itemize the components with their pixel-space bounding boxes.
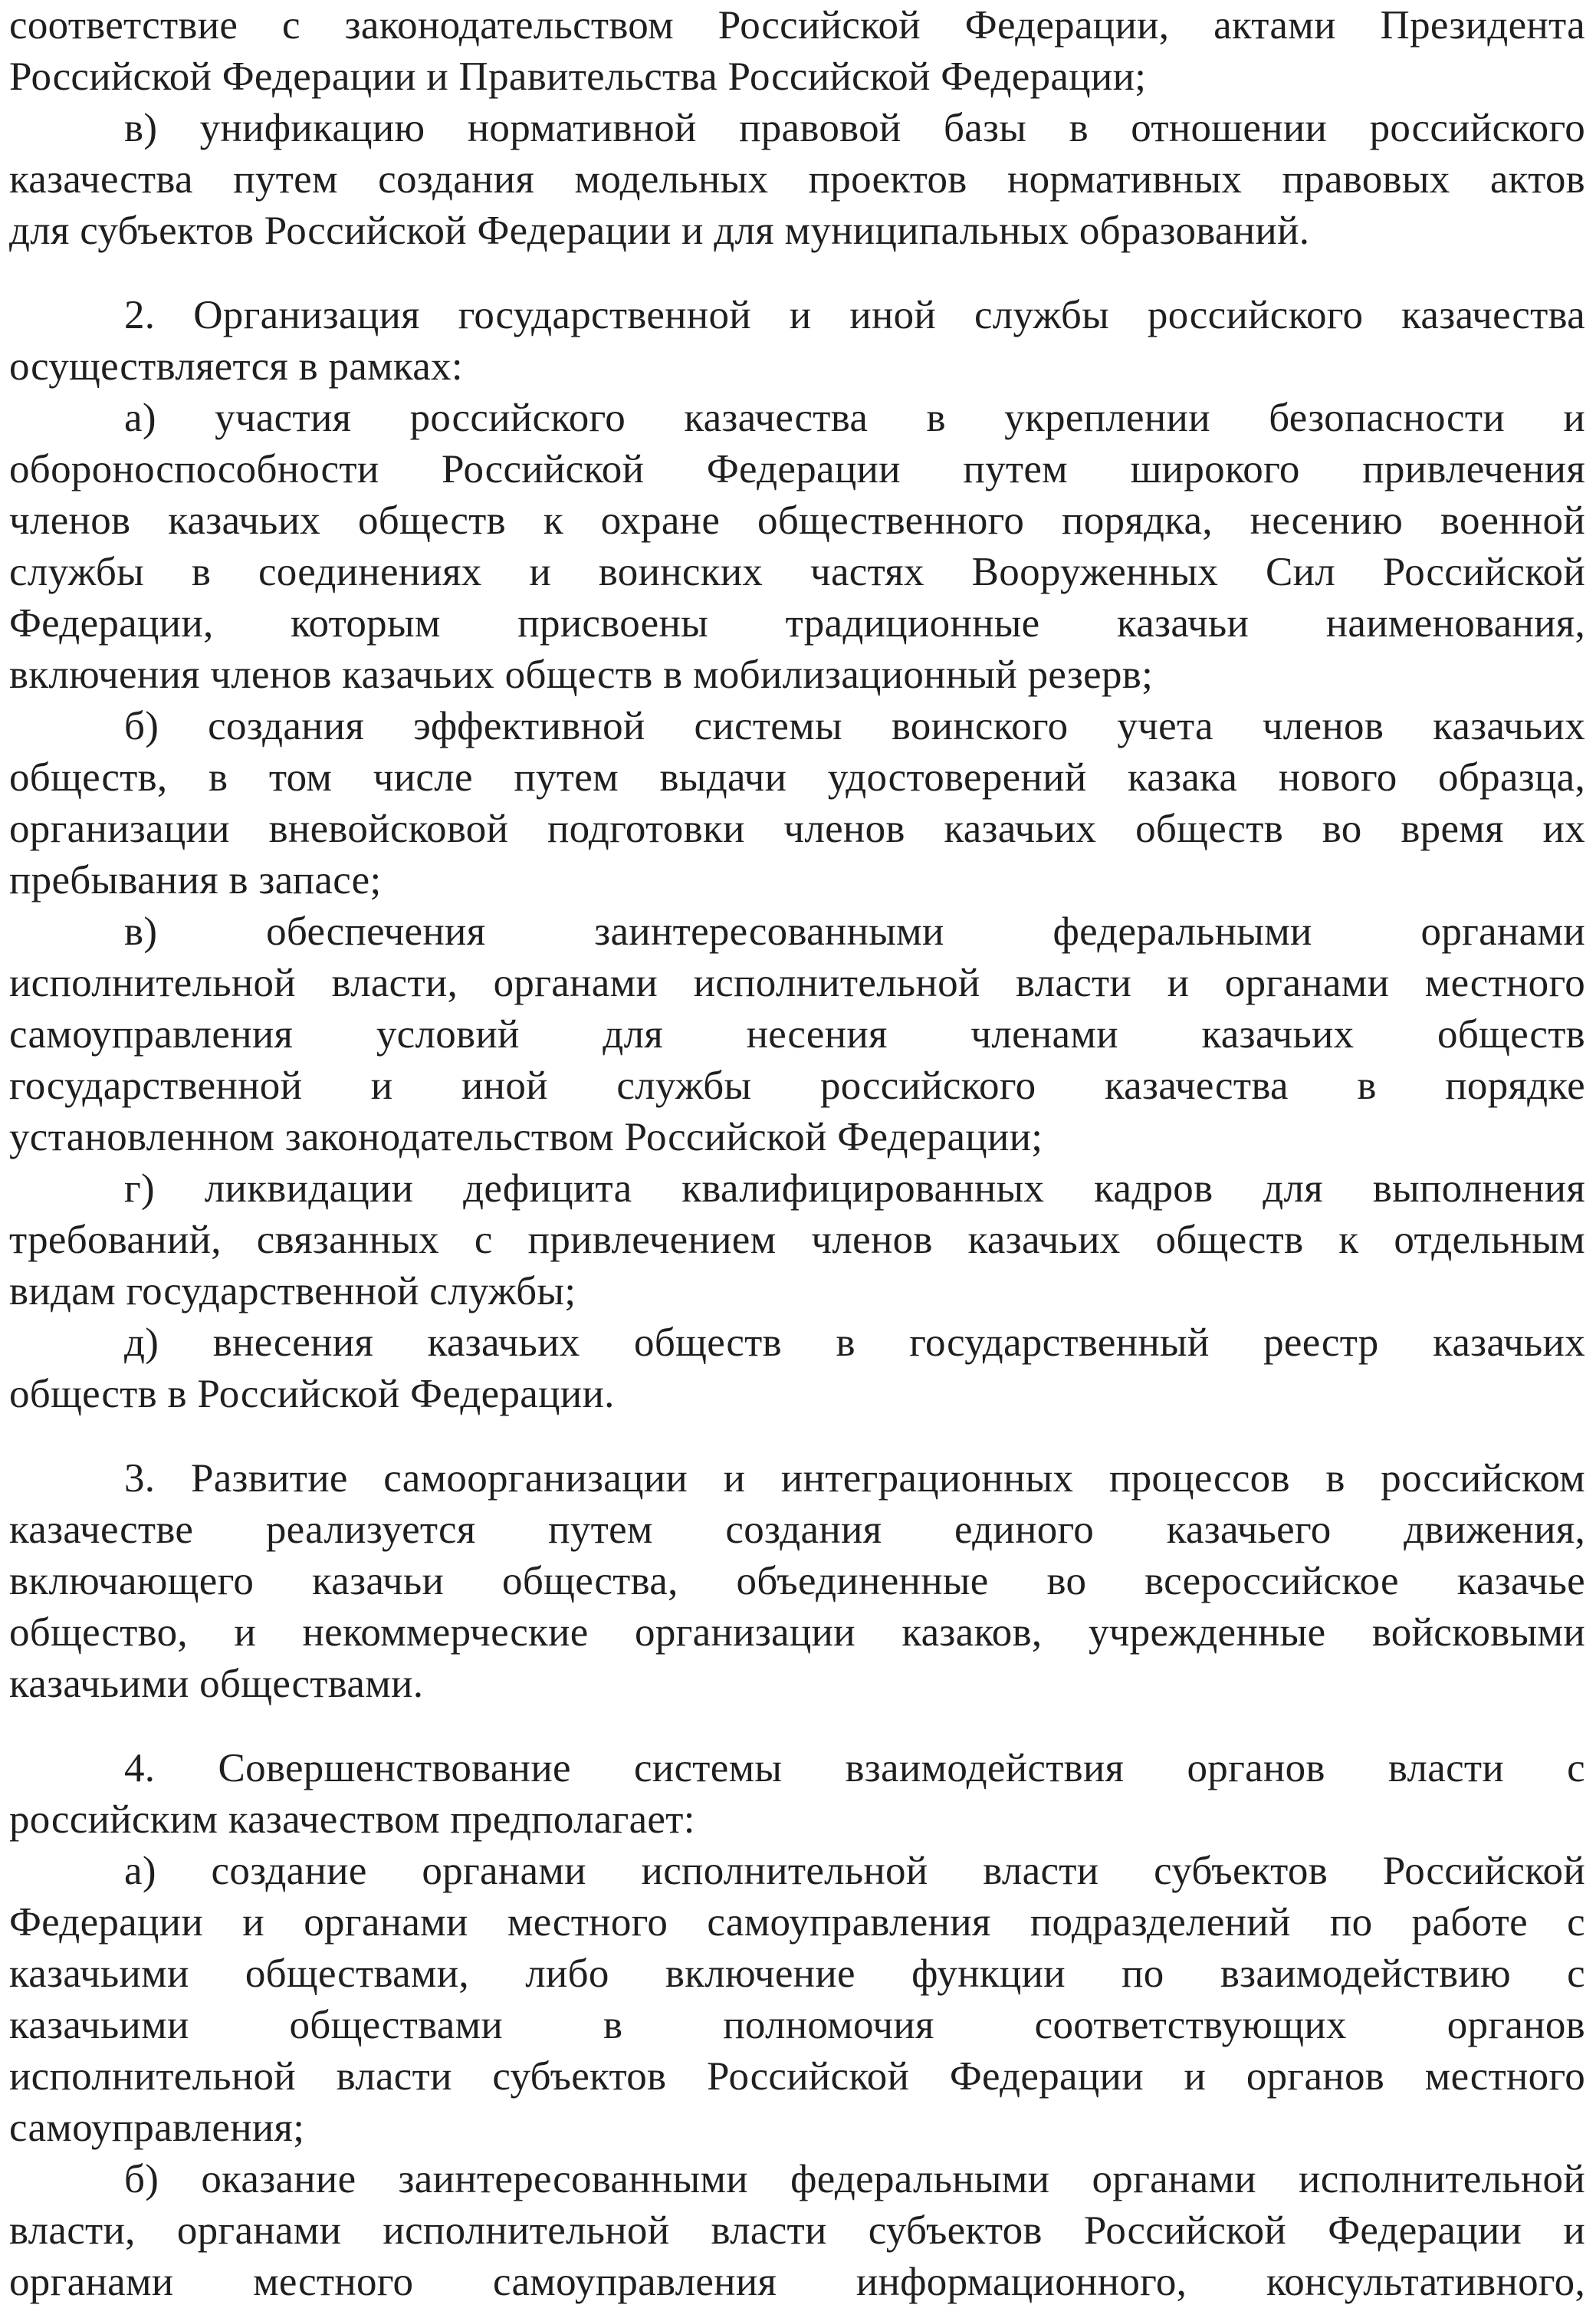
- text-line: исполнительной власти субъектов Российской Федерации и органов местного: [9, 2054, 1585, 2099]
- text-line: органами местного самоуправления информационного, консультативного,: [9, 2260, 1585, 2304]
- text-line: казачьими обществами, либо включение функции по взаимодействию с: [9, 1951, 1585, 1996]
- text-line: исполнительной власти, органами исполнительной власти и органами местного: [9, 961, 1585, 1005]
- text-line: для субъектов Российской Федерации и для муниципальных образований.: [9, 209, 1310, 253]
- text-line: членов казачьих обществ к охране общественного порядка, несению военной: [9, 498, 1585, 543]
- text-line: б) создания эффективной системы воинского учета членов казачьих: [124, 704, 1585, 748]
- text-line: обществ, в том числе путем выдачи удостоверений казака нового образца,: [9, 755, 1585, 800]
- text-line: Российской Федерации и Правительства Российской Федерации;: [9, 54, 1147, 99]
- paragraph-gap: [9, 1420, 1585, 1453]
- text-line: самоуправления;: [9, 2106, 305, 2150]
- text-line: в) унификацию нормативной правовой базы в отношении российского: [124, 106, 1585, 150]
- text-line: 2. Организация государственной и иной службы российского казачества: [124, 293, 1585, 337]
- paragraph-4: [9, 1743, 1585, 2308]
- text-line: видам государственной службы;: [9, 1269, 576, 1313]
- text-line: государственной и иной службы российского казачества в порядке: [9, 1064, 1585, 1108]
- text-line: 3. Развитие самоорганизации и интеграционных процессов в российском: [124, 1456, 1585, 1501]
- text-line: б) оказание заинтересованными федеральными органами исполнительной: [124, 2157, 1585, 2201]
- text-line: Федерации, которым присвоены традиционные казачьи наименования,: [9, 601, 1585, 646]
- text-line: организации вневойсковой подготовки членов казачьих обществ во время их: [9, 807, 1585, 851]
- text-line: казачьими обществами в полномочия соответствующих органов: [9, 2003, 1585, 2047]
- text-line: осуществляется в рамках:: [9, 344, 463, 389]
- paragraph-3: [9, 1453, 1585, 1710]
- text-line: казачестве реализуется путем создания единого казачьего движения,: [9, 1507, 1585, 1552]
- text-line: Федерации и органами местного самоуправления подразделений по работе с: [9, 1900, 1585, 1945]
- text-line: самоуправления условий для несения членами казачьих обществ: [9, 1012, 1585, 1057]
- paragraph-gap: [9, 257, 1585, 290]
- text-line: казачества путем создания модельных проектов нормативных правовых актов: [9, 157, 1585, 202]
- text-line: обществ в Российской Федерации.: [9, 1372, 615, 1416]
- text-line: а) участия российского казачества в укреплении безопасности и: [124, 396, 1585, 440]
- text-line: а) создание органами исполнительной власти субъектов Российской: [124, 1849, 1585, 1893]
- text-line: включающего казачьи общества, объединенные во всероссийское казачье: [9, 1559, 1585, 1603]
- text-line: включения членов казачьих обществ в мобилизационный резерв;: [9, 653, 1154, 697]
- text-line: установленном законодательством Российской Федерации;: [9, 1115, 1043, 1159]
- text-line: соответствие с законодательством Российской Федерации, актами Президента: [9, 3, 1585, 48]
- text-line: службы в соединениях и воинских частях Вооруженных Сил Российской: [9, 550, 1585, 594]
- paragraph-gap: [9, 1710, 1585, 1743]
- text-line: д) внесения казачьих обществ в государственный реестр казачьих: [124, 1320, 1585, 1365]
- text-line: пребывания в запасе;: [9, 858, 382, 902]
- text-line: казачьими обществами.: [9, 1662, 424, 1706]
- text-line: требований, связанных с привлечением членов казачьих обществ к отдельным: [9, 1218, 1585, 1262]
- text-line: г) ликвидации дефицита квалифицированных кадров для выполнения: [124, 1166, 1585, 1211]
- text-line: обороноспособности Российской Федерации путем широкого привлечения: [9, 447, 1585, 492]
- paragraph-2: [9, 290, 1585, 1420]
- text-line: 4. Совершенствование системы взаимодействия органов власти с: [124, 1746, 1585, 1790]
- paragraph-1-continuation: [9, 0, 1585, 257]
- text-line: российским казачеством предполагает:: [9, 1797, 695, 1842]
- text-line: в) обеспечения заинтересованными федеральными органами: [124, 909, 1585, 954]
- text-line: общество, и некоммерческие организации казаков, учрежденные войсковыми: [9, 1610, 1585, 1655]
- text-line: власти, органами исполнительной власти субъектов Российской Федерации и: [9, 2208, 1585, 2253]
